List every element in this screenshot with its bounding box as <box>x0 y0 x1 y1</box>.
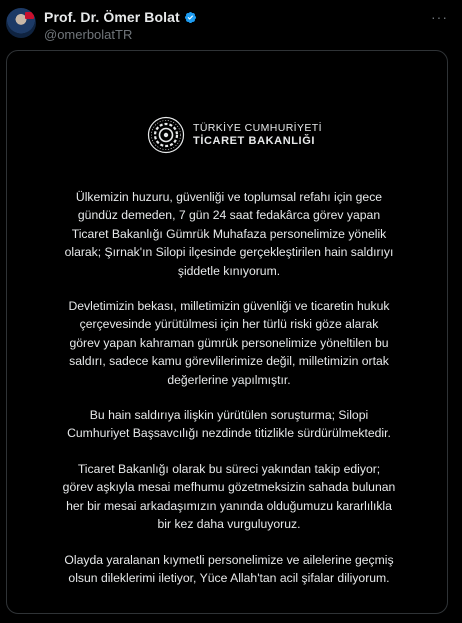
text-line: gündüz demeden, 7 gün 24 saat fedakârca görev yapan <box>77 208 381 223</box>
text-line: olsun dileklerimi iletiyor, Yüce Allah'tan acil şifalar diliyorum. <box>68 570 390 585</box>
text-line: saldırı, sadece kamu görevlilerimize değil, milletimizin ortak <box>69 354 389 369</box>
text-line: görev yapan kahraman gümrük personelimize yöneltilen bu <box>69 335 389 350</box>
text-line: bir kez daha vurguluyoruz. <box>157 517 301 532</box>
text-line: Ticaret Bakanlığı Gümrük Muhafaza personelimize yönelik <box>71 226 387 241</box>
text-line: Ülkemizin huzuru, güvenliği ve toplumsal refahı için gece <box>75 190 383 204</box>
text-line: Cumhuriyet Başsavcılığı nezdinde titizlikle sürdürülmektedir. <box>67 426 391 441</box>
paragraph <box>21 188 437 280</box>
paragraph <box>21 460 437 534</box>
ministry-emblem-icon <box>147 116 185 154</box>
author-handle[interactable]: @omerbolatTR <box>44 27 133 42</box>
text-line: Devletimizin bekası, milletimizin güvenliği ve ticaretin hukuk <box>68 299 390 314</box>
text-line: çerçevesinde yürütülmesi için her türlü riski göze alarak <box>79 317 379 332</box>
statement-text <box>21 188 437 604</box>
text-line: görev aşkıyla mesai mefhumu gözetmeksizin sahada bulunan <box>62 480 396 495</box>
more-options-icon[interactable]: ··· <box>431 9 448 25</box>
author-display-name[interactable]: Prof. Dr. Ömer Bolat <box>44 9 180 25</box>
text-line: olarak; Şırnak'ın Silopi ilçesinde gerçekleştirilen hain saldırıyı <box>64 245 394 260</box>
paragraph <box>21 406 437 443</box>
logo-line-2: TİCARET BAKANLIĞI <box>193 135 316 147</box>
post-image[interactable] <box>6 50 448 614</box>
logo-line-1: TÜRKİYE CUMHURİYETİ <box>193 122 322 134</box>
author-name-row[interactable] <box>44 9 197 25</box>
post-header <box>0 0 462 50</box>
text-line: Ticaret Bakanlığı olarak bu süreci yakından takip ediyor; <box>77 461 381 476</box>
text-line: Olayda yaralanan kıymetli personelimize ve ailelerine geçmiş <box>64 552 394 567</box>
verified-badge-icon <box>184 11 197 24</box>
ministry-logo <box>147 116 322 154</box>
paragraph <box>21 297 437 389</box>
text-line: değerlerine yapılmıştır. <box>167 372 291 387</box>
text-line: her bir mesai arkadaşımızın yanında olduğumuzu kararlılıkla <box>66 498 392 513</box>
paragraph <box>21 551 437 588</box>
avatar[interactable] <box>6 8 36 38</box>
text-line: şiddetle kınıyorum. <box>177 263 281 278</box>
text-line: Bu hain saldırıya ilişkin yürütülen soruşturma; Silopi <box>89 408 369 423</box>
flag-pin-icon <box>25 12 34 19</box>
